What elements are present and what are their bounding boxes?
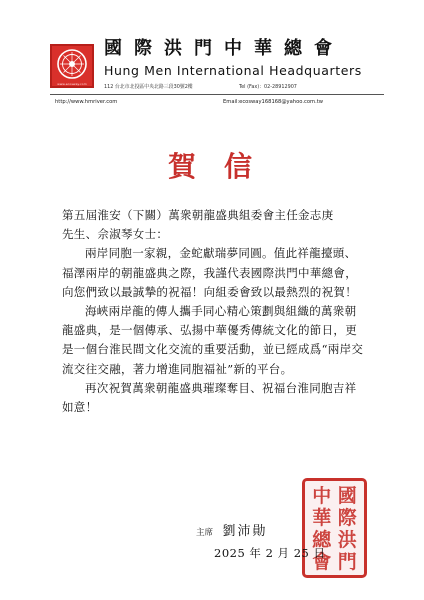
seal-char: 洪 — [337, 529, 357, 551]
seal-char: 際 — [337, 507, 357, 529]
address-text: 112 台北市北投區中央北路三段30號2樓 — [104, 84, 193, 90]
header-divider — [50, 94, 384, 95]
paragraph-2: 海峽兩岸龍的傳人攜手同心精心策劃與組織的萬衆朝龍盛典，是一個傳承、弘揚中華優秀傳統文化的節日，更是一個台淮民間文化交流的重要活動，並已經成爲“兩岸交流交往交融，著力增進同胞福祉”新的平台。 — [62, 304, 364, 376]
seal-char: 國 — [337, 485, 357, 507]
letter-body — [62, 206, 368, 417]
seal-char: 華 — [312, 507, 332, 529]
letter-date: 2025 年 2 月 25 日 — [214, 546, 326, 560]
seal-char: 中 — [312, 485, 332, 507]
seal-char: 門 — [337, 551, 357, 573]
signer-role: 主席 — [196, 528, 214, 538]
email-link[interactable]: Email:ecosway168168@yahoo.com.tw — [223, 99, 323, 105]
website-link[interactable]: http://www.hmriver.com — [55, 99, 118, 105]
address-line — [104, 83, 374, 91]
signer-name: 劉沛勛 — [222, 524, 268, 539]
contact-line — [55, 98, 385, 106]
org-logo — [50, 44, 94, 88]
paragraph-3: 再次祝賀萬衆朝龍盛典璀璨奪目、祝福台淮同胞吉祥如意！ — [62, 380, 357, 415]
org-name-en: Hung Men International Headquarters — [104, 63, 362, 78]
seal-char: 總 — [312, 529, 332, 551]
paragraph-1: 兩岸同胞一家親，金蛇獻瑞夢同圓。值此祥龍擡頭、福澤兩岸的朝龍盛典之際，我謹代表國際洪門中華總會，向您們致以最誠摯的祝福！向組委會致以最熱烈的祝賀！ — [62, 246, 357, 299]
tel-fax-text: Tel (Fax)：02-28912907 — [239, 84, 297, 90]
seal-char: 會 — [312, 551, 332, 573]
salutation-line-1: 第五屆淮安（下關）萬衆朝龍盛典組委會主任金志庚 — [62, 208, 334, 222]
salutation-line-2: 先生、佘淑琴女士： — [62, 227, 169, 242]
letter-title: 賀信 — [167, 150, 280, 183]
logo-caption: www.ecosway.com — [57, 82, 87, 86]
org-name-cn: 國際洪門中華總會 — [104, 38, 344, 59]
signature-block — [196, 525, 326, 540]
